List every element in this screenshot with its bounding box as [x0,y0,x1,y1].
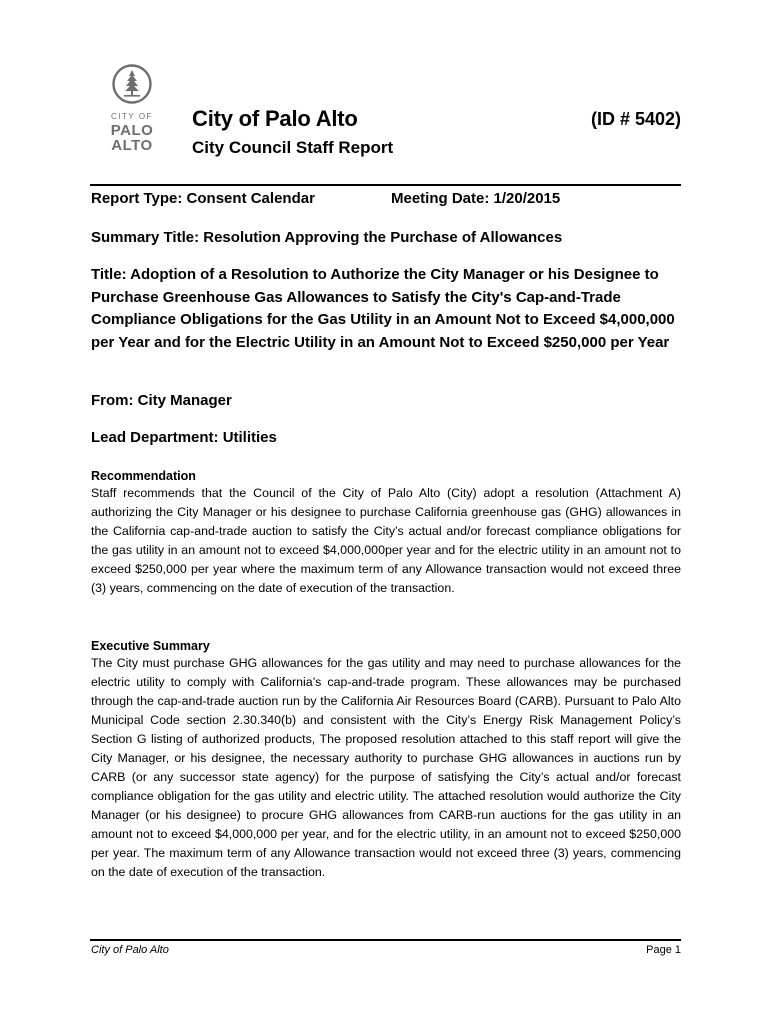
from-line: From: City Manager [91,392,232,409]
executive-summary-heading: Executive Summary [91,639,210,653]
report-type: Report Type: Consent Calendar [91,190,315,207]
document-type: City Council Staff Report [192,138,394,157]
header-divider [90,184,681,186]
document-id: (ID # 5402) [590,109,681,129]
executive-summary-section [91,639,681,882]
lead-department: Lead Department: Utilities [91,429,277,446]
logo-palo: PALO [110,122,154,139]
summary-title: Summary Title: Resolution Approving the Purchase of Allowances [91,229,563,246]
meeting-date: Meeting Date: 1/20/2015 [391,190,561,207]
logo-city-of: CITY OF [111,112,153,121]
page-number: Page 1 [646,944,681,956]
recommendation-heading: Recommendation [91,469,196,483]
executive-summary-body: The City must purchase GHG allowances for the gas utility and may need to purchase allowances for the electric utility to comply with California’s cap-and-trade program. These allowances may be purchased through the cap-and-trade auction run by the California Air Resources Board (CARB). Pursuant to Palo Alto Municipal Code section 2.30.340(b) and consistent with the City’s Energy Risk Management Policy’s Section G listing of authorized products, The proposed resolution attached to this staff report will give the City Manager, or his designee, the necessary authority to purchase GHG allowances in auctions run by CARB (or any successor state agency) for the purpose of satisfying the City’s actual and/or forecast compliance obligation for the gas utility and electric utility. The attached resolution would authorize the City Manager (or his designee) to procure GHG allowances from CARB-run auctions for the gas utility in an amount not to exceed $4,000,000 per year, and for the electric utility, in an amount not to exceed $250,000 per year. The maximum term of any Allowance transaction would not exceed three (3) years, commencing on the date of execution of the transaction. [91,656,681,879]
recommendation-body: Staff recommends that the Council of the City of Palo Alto (City) adopt a resolution (Attachment A) authorizing the City Manager or his designee to purchase California greenhouse gas (GHG) allowances in the California cap-and-trade auction to satisfy the City’s actual and/or forecast compliance obligations for the gas utility in an amount not to exceed $4,000,000per year and for the electric utility in an amount not to exceed $250,000 per year where the maximum term of any Allowance transaction would not exceed three (3) years, commencing on the date of execution of the transaction. [91,486,681,595]
report-title: Title: Adoption of a Resolution to Authorize the City Manager or his Designee to Purchase Greenhouse Gas Allowances to Satisfy the City's Cap-and-Trade Compliance Obligations for the Gas Utility in an Amount Not to Exceed $4,000,000 per Year and for the Electric Utility in an Amount Not to Exceed $250,000 per Year [91,266,675,351]
footer-org: City of Palo Alto [91,944,169,956]
recommendation-section [91,469,681,598]
city-logo [104,64,160,162]
logo-alto: ALTO [111,137,153,154]
footer-divider [90,939,681,941]
org-name: City of Palo Alto [192,106,358,131]
redwood-tree-seal-icon [112,64,152,104]
